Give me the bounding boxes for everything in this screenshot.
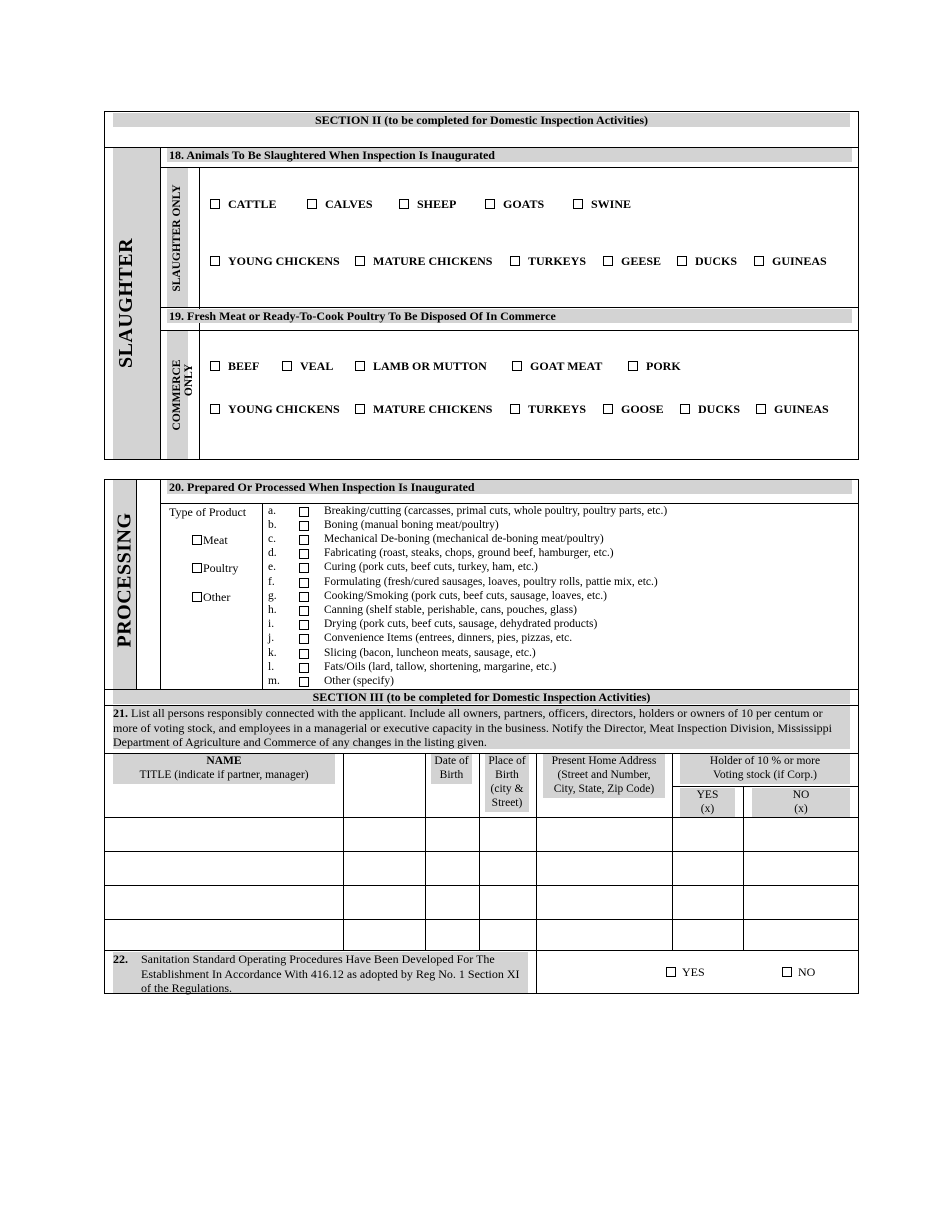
option-label: TURKEYS: [528, 402, 587, 416]
col-header-pob: [485, 754, 529, 812]
divider: [160, 330, 859, 331]
slaughter-label: SLAUGHTER: [115, 237, 137, 369]
option-label: CALVES: [325, 197, 373, 211]
col-pob-line: Place of: [488, 755, 526, 767]
checkbox-box[interactable]: [307, 199, 317, 209]
checkbox-beef[interactable]: [210, 359, 259, 374]
checkbox-sheep[interactable]: [399, 197, 456, 212]
checkbox-box[interactable]: [399, 199, 409, 209]
col-dob-line-2: Birth: [439, 769, 464, 781]
item-text: Slicing (bacon, luncheon meats, sausage, etc.): [324, 647, 536, 659]
col-holder-line: Voting stock (if Corp.): [713, 769, 817, 781]
checkbox-calves[interactable]: [307, 197, 373, 212]
checkbox-box[interactable]: [299, 649, 309, 659]
checkbox-mature-chickens[interactable]: [355, 254, 492, 269]
item-text: Drying (pork cuts, beef cuts, sausage, dehydrated products): [324, 618, 598, 630]
checkbox-box[interactable]: [299, 663, 309, 673]
checkbox-box[interactable]: [210, 361, 220, 371]
col-title-label: TITLE (indicate if partner, manager): [139, 769, 309, 781]
q22-no-checkbox[interactable]: [782, 965, 815, 980]
q21-text: List all persons responsibly connected with the applicant. Include all owners, partners, officers, directors, holders or owners of 10 per centum or more of voting stock, and employees in a managerial or executive capacity in the business. Notify the Director, Meat Inspection Division, Mississippi Department of Agriculture and Commerce of any changes in the listing given.: [113, 706, 833, 749]
checkbox-product-other[interactable]: [192, 590, 230, 605]
checkbox-box[interactable]: [299, 578, 309, 588]
col-header-holder: [680, 754, 850, 784]
option-label: Poultry: [203, 561, 239, 575]
option-label: GOAT MEAT: [530, 359, 603, 373]
option-label: YES: [682, 965, 705, 979]
item-letter: a.: [268, 505, 276, 517]
item-letter: b.: [268, 519, 277, 531]
checkbox-lamb-or-mutton[interactable]: [355, 359, 487, 374]
checkbox-turkeys[interactable]: [510, 254, 586, 269]
option-label: Meat: [203, 533, 228, 547]
divider: [160, 167, 859, 168]
checkbox-product-poultry[interactable]: [192, 561, 238, 576]
checkbox-goats[interactable]: [485, 197, 544, 212]
table-row[interactable]: [105, 886, 858, 919]
checkbox-box[interactable]: [192, 535, 202, 545]
option-label: BEEF: [228, 359, 260, 373]
checkbox-cattle[interactable]: [210, 197, 276, 212]
q22-block: [113, 952, 528, 993]
checkbox-box[interactable]: [510, 404, 520, 414]
item-letter: f.: [268, 576, 275, 588]
item-letter: h.: [268, 604, 277, 616]
item-letter: c.: [268, 533, 276, 545]
divider: [160, 479, 161, 690]
divider: [262, 503, 263, 690]
checkbox-box[interactable]: [603, 404, 613, 414]
item-letter: d.: [268, 547, 277, 559]
checkbox-turkeys-commerce[interactable]: [510, 402, 586, 417]
item-text: Curing (pork cuts, beef cuts, turkey, ham, etc.): [324, 561, 538, 573]
col-pob-line: (city &: [490, 783, 524, 795]
q21-instructions: [113, 706, 850, 749]
col-no-line: NO: [792, 789, 810, 801]
checkbox-box[interactable]: [299, 563, 309, 573]
checkbox-goose[interactable]: [603, 402, 664, 417]
item-text: Boning (manual boning meat/poultry): [324, 519, 499, 531]
checkbox-box[interactable]: [680, 404, 690, 414]
option-label: GOATS: [503, 197, 545, 211]
checkbox-box[interactable]: [573, 199, 583, 209]
checkbox-box[interactable]: [603, 256, 613, 266]
col-addr-line: Present Home Address: [551, 755, 657, 767]
slaughter-only-label: SLAUGHTER ONLY: [171, 184, 183, 292]
q22-yes-checkbox[interactable]: [666, 965, 705, 980]
q21-number: 21.: [113, 706, 128, 720]
option-label: YOUNG CHICKENS: [228, 254, 340, 268]
checkbox-product-meat[interactable]: [192, 533, 228, 548]
col-header-address: [543, 754, 665, 798]
option-label: Other: [203, 590, 231, 604]
option-label: VEAL: [300, 359, 334, 373]
checkbox-young-chickens[interactable]: [210, 254, 340, 269]
option-label: CATTLE: [228, 197, 277, 211]
option-label: NO: [798, 965, 816, 979]
item-letter: i.: [268, 618, 275, 630]
item-text: Breaking/cutting (carcasses, primal cuts, whole poultry, poultry parts, etc.): [324, 505, 668, 517]
divider: [136, 479, 137, 690]
checkbox-ducks[interactable]: [677, 254, 737, 269]
checkbox-veal[interactable]: [282, 359, 333, 374]
checkbox-box[interactable]: [355, 256, 365, 266]
checkbox-box[interactable]: [666, 967, 676, 977]
checkbox-box[interactable]: [282, 361, 292, 371]
q18-title: 18. Animals To Be Slaughtered When Inspection Is Inaugurated: [167, 148, 852, 162]
checkbox-guineas[interactable]: [754, 254, 827, 269]
checkbox-geese[interactable]: [603, 254, 661, 269]
item-text: Formulating (fresh/cured sausages, loaves, poultry rolls, pattie mix, etc.): [324, 576, 658, 588]
only-label: ONLY: [183, 363, 195, 397]
checkbox-guineas-commerce[interactable]: [756, 402, 829, 417]
checkbox-box[interactable]: [782, 967, 792, 977]
table-row[interactable]: [105, 818, 858, 851]
section-3-title: SECTION III (to be completed for Domestic Inspection Activities): [113, 690, 850, 704]
col-header-dob: [431, 754, 472, 784]
checkbox-box[interactable]: [299, 634, 309, 644]
table-row[interactable]: [105, 852, 858, 885]
col-yes-line: (x): [700, 803, 715, 815]
item-letter: m.: [268, 675, 280, 687]
item-text: Mechanical De-boning (mechanical de-boning meat/poultry): [324, 533, 604, 545]
divider: [160, 147, 161, 460]
checkbox-box[interactable]: [756, 404, 766, 414]
checkbox-young-chickens-commerce[interactable]: [210, 402, 340, 417]
q20-title: 20. Prepared Or Processed When Inspection Is Inaugurated: [167, 480, 852, 494]
col-addr-line: City, State, Zip Code): [553, 783, 655, 795]
checkbox-box[interactable]: [299, 592, 309, 602]
checkbox-box[interactable]: [512, 361, 522, 371]
checkbox-box[interactable]: [628, 361, 638, 371]
checkbox-box[interactable]: [754, 256, 764, 266]
checkbox-pork[interactable]: [628, 359, 681, 374]
col-header-name: [113, 754, 335, 784]
checkbox-goat-meat[interactable]: [512, 359, 602, 374]
col-header-yes: [680, 788, 735, 818]
checkbox-box[interactable]: [299, 507, 309, 517]
col-dob-line-1: Date of: [434, 755, 469, 767]
checkbox-box[interactable]: [485, 199, 495, 209]
item-text: Cooking/Smoking (pork cuts, beef cuts, sausage, loaves, etc.): [324, 590, 607, 602]
item-text: Fats/Oils (lard, tallow, shortening, margarine, etc.): [324, 661, 557, 673]
item-text: Canning (shelf stable, perishable, cans, pouches, glass): [324, 604, 577, 616]
item-text: Other (specify): [324, 675, 394, 687]
col-pob-line: Birth: [495, 769, 519, 781]
option-label: GEESE: [621, 254, 662, 268]
option-label: MATURE CHICKENS: [373, 254, 493, 268]
checkbox-box[interactable]: [299, 677, 309, 687]
option-label: SWINE: [591, 197, 632, 211]
commerce-label: COMMERCE: [171, 359, 183, 431]
q22-text: Sanitation Standard Operating Procedures Have Been Developed For The Establishment In Accordance With 416.12 as adopted by Reg No. 1 Section XI of the Regulations.: [141, 952, 520, 995]
option-label: TURKEYS: [528, 254, 587, 268]
item-letter: j.: [268, 632, 275, 644]
option-label: MATURE CHICKENS: [373, 402, 493, 416]
col-pob-line: Street): [491, 797, 523, 809]
checkbox-swine[interactable]: [573, 197, 631, 212]
checkbox-ducks-commerce[interactable]: [680, 402, 740, 417]
checkbox-mature-chickens-commerce[interactable]: [355, 402, 492, 417]
item-letter: e.: [268, 561, 276, 573]
col-addr-line: (Street and Number,: [557, 769, 651, 781]
q22-number: 22.: [113, 952, 128, 966]
checkbox-box[interactable]: [192, 563, 202, 573]
checkbox-box[interactable]: [299, 521, 309, 531]
option-label: LAMB OR MUTTON: [373, 359, 487, 373]
option-label: DUCKS: [698, 402, 741, 416]
item-letter: k.: [268, 647, 277, 659]
option-label: SHEEP: [417, 197, 457, 211]
checkbox-box[interactable]: [299, 549, 309, 559]
col-name-label: NAME: [206, 755, 242, 767]
option-label: GUINEAS: [772, 254, 827, 268]
checkbox-box[interactable]: [299, 606, 309, 616]
item-text: Convenience Items (entrees, dinners, pies, pizzas, etc.: [324, 632, 573, 644]
col-yes-line: YES: [696, 789, 719, 801]
checkbox-box[interactable]: [299, 620, 309, 630]
checkbox-box[interactable]: [210, 404, 220, 414]
processing-label: PROCESSING: [113, 512, 136, 648]
checkbox-box[interactable]: [210, 199, 220, 209]
section-2-title: SECTION II (to be completed for Domestic Inspection Activities): [113, 113, 850, 127]
checkbox-box[interactable]: [677, 256, 687, 266]
option-label: GOOSE: [621, 402, 664, 416]
checkbox-box[interactable]: [510, 256, 520, 266]
divider: [672, 786, 859, 787]
option-label: GUINEAS: [774, 402, 829, 416]
option-label: DUCKS: [695, 254, 738, 268]
checkbox-box[interactable]: [299, 535, 309, 545]
col-no-line: (x): [794, 803, 808, 815]
checkbox-box[interactable]: [355, 404, 365, 414]
type-of-product-label: Type of Product: [169, 505, 247, 519]
checkbox-box[interactable]: [210, 256, 220, 266]
col-header-no: [752, 788, 850, 818]
option-label: PORK: [646, 359, 681, 373]
item-text: Fabricating (roast, steaks, chops, ground beef, hamburger, etc.): [324, 547, 614, 559]
divider: [160, 503, 859, 504]
table-row[interactable]: [105, 920, 858, 950]
item-letter: g.: [268, 590, 277, 602]
q19-title: 19. Fresh Meat or Ready-To-Cook Poultry To Be Disposed Of In Commerce: [167, 309, 852, 323]
divider: [160, 307, 859, 308]
checkbox-box[interactable]: [355, 361, 365, 371]
table-row-line: [104, 950, 859, 951]
option-label: YOUNG CHICKENS: [228, 402, 340, 416]
checkbox-box[interactable]: [192, 592, 202, 602]
col-holder-line: Holder of 10 % or more: [709, 755, 821, 767]
item-letter: l.: [268, 661, 275, 673]
